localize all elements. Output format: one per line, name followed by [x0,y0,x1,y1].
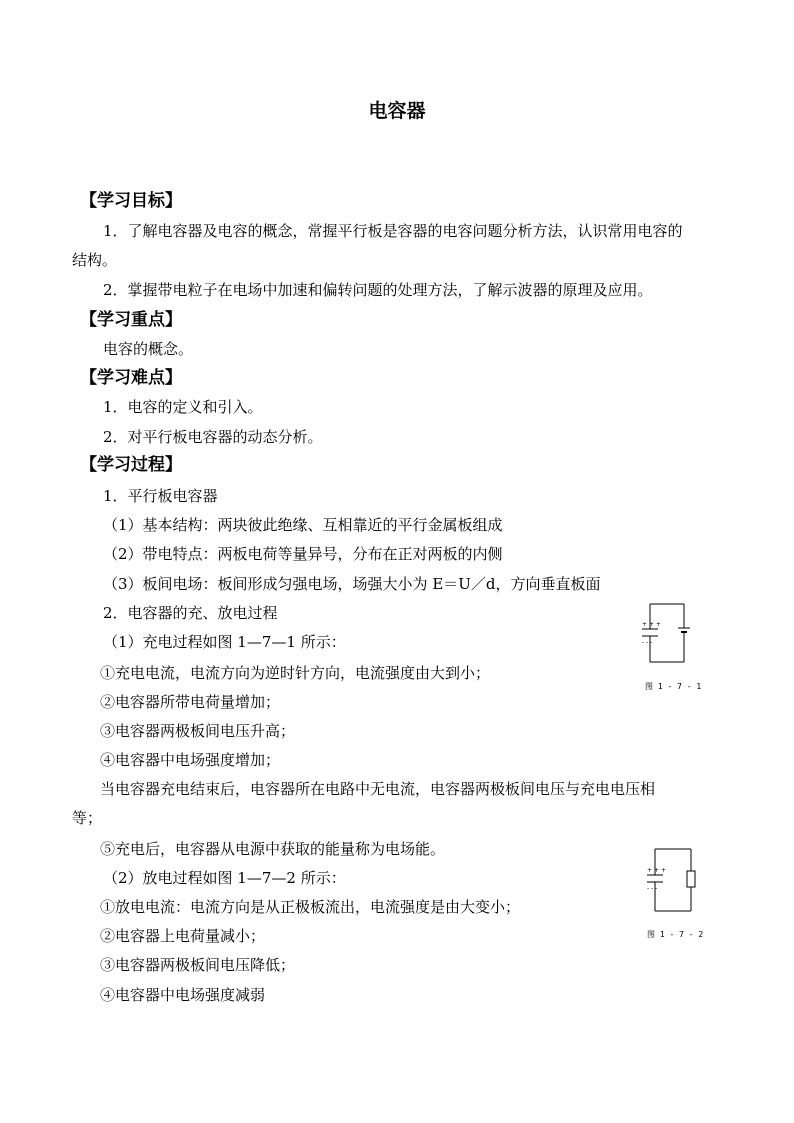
capacitor-minus-signs: - - - [647,885,658,892]
charge-end-line-1: 当电容器充电结束后，电容器所在电路中无电流，电容器两极板间电压与充电电压相 [100,780,656,798]
process-subheading-2: 2．电容器的充、放电过程 [103,604,278,622]
process-line-charge-feature: （2）带电特点：两板电荷等量异号，分布在正对两板的内侧 [103,545,503,563]
charge-item-1: ①充电电流，电流方向为逆时针方向，电流强度由大到小； [100,664,491,682]
objective-item-1-line-1: 1．了解电容器及电容的概念，常握平行板是容器的电容问题分析方法，认识常用电容的 [103,222,683,240]
charging-circuit-figure [638,596,698,668]
objective-item-1-line-2: 结构。 [72,251,118,269]
difficulty-item-1: 1．电容的定义和引入。 [103,398,263,416]
charge-item-5: ⑤充电后，电容器从电源中获取的能量称为电场能。 [100,840,446,858]
discharge-item-2: ②电容器上电荷量减小； [100,927,266,945]
discharge-item-4: ④电容器中电场强度减弱 [100,986,266,1004]
resistor [687,871,695,887]
capacitor-plus-signs: + + + [647,867,666,874]
section-heading-difficulties: 【学习难点】 [80,368,182,388]
discharge-intro: （2）放电过程如图 1—7—2 所示： [103,869,346,887]
charge-item-2: ②电容器所带电荷量增加； [100,693,281,711]
key-point-item-1: 电容的概念。 [103,340,194,358]
charge-item-3: ③电容器两极板间电压升高； [100,722,296,740]
section-heading-objectives: 【学习目标】 [80,191,182,211]
charge-end-line-2: 等； [72,809,103,827]
figure-2-caption: 图 1 - 7 - 2 [647,930,704,939]
page-title: 电容器 [368,100,426,122]
process-line-structure: （1）基本结构：两块彼此绝缘、互相靠近的平行金属板组成 [103,516,503,534]
objective-item-2: 2．掌握带电粒子在电场中加速和偏转问题的处理方法，了解示波器的原理及应用。 [103,281,653,299]
charge-intro: （1）充电过程如图 1—7—1 所示： [103,633,346,651]
section-heading-key-points: 【学习重点】 [80,310,182,330]
process-line-field: （3）板间电场：板间形成匀强电场，场强大小为 E＝U／d，方向垂直板面 [103,575,601,593]
section-heading-process: 【学习过程】 [80,455,182,475]
discharge-item-3: ③电容器两极板间电压降低； [100,956,296,974]
process-subheading-1: 1．平行板电容器 [103,487,218,505]
capacitor-minus-signs: - - - [642,639,653,646]
charge-item-4: ④电容器中电场强度增加； [100,751,281,769]
discharge-item-1: ①放电电流：电流方向是从正极板流出，电流强度是由大变小； [100,898,521,916]
discharging-circuit-figure [645,845,701,915]
figure-1-caption: 图 1 - 7 - 1 [645,682,702,691]
difficulty-item-2: 2．对平行板电容器的动态分析。 [103,428,323,446]
capacitor-plus-signs: + + + [642,621,661,628]
